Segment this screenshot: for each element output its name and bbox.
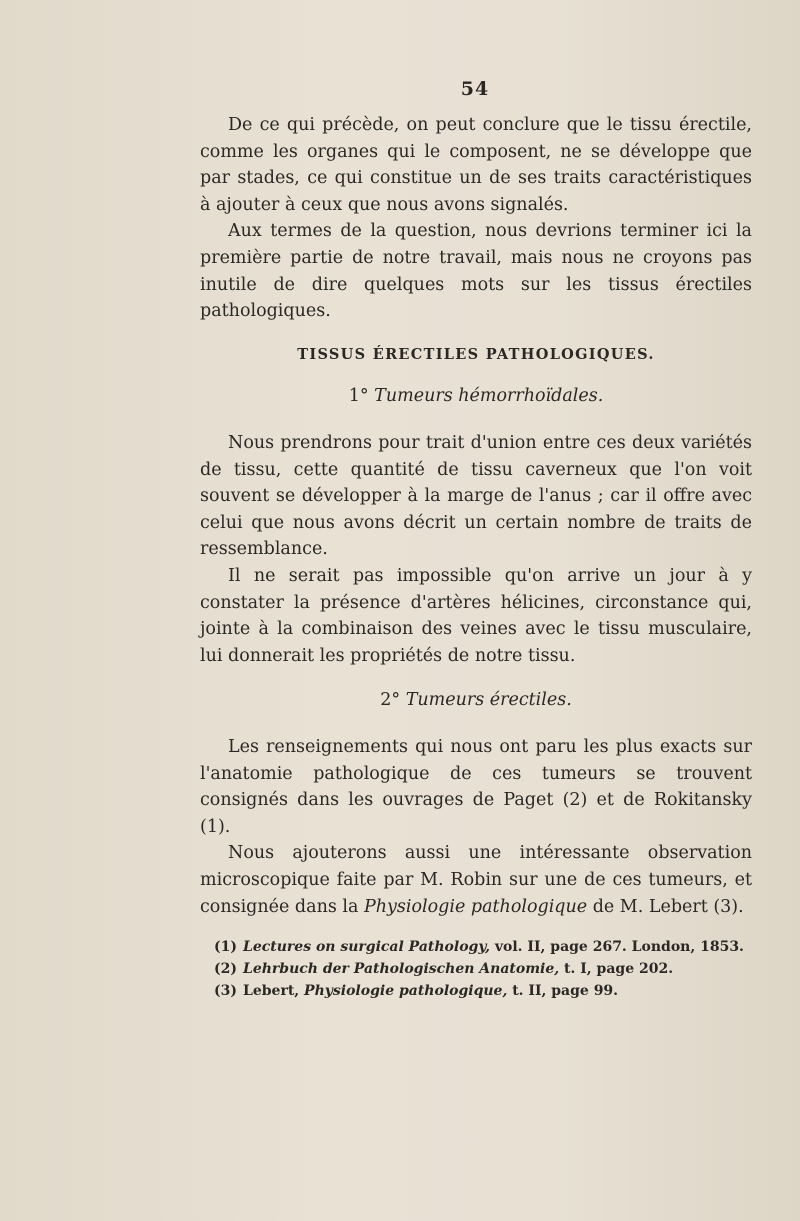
footnotes	[214, 936, 744, 1002]
subheading-erectile	[0, 690, 800, 710]
subheading-title: Tumeurs érectiles.	[405, 690, 572, 710]
subheading-number: 2°	[380, 690, 401, 710]
footnote-number: (2)	[214, 961, 237, 977]
footnote-text: vol. II, page 267. London, 1853.	[490, 939, 744, 955]
footnote-text: t. II, page 99.	[507, 983, 619, 999]
paragraph-text: Nous ajouterons aussi une intéressante observation microscopique faite par M. Robin sur une de ces tumeurs, et consignée dans la	[200, 843, 752, 917]
paragraph: Les renseignements qui nous ont paru les plus exacts sur l'anatomie pathologique de ces tumeurs se trouvent consignés dans les ouvrages de Paget (2) et de Rokitansky (1).	[200, 737, 752, 837]
footnote-number: (1)	[214, 939, 237, 955]
paragraph: Nous prendrons pour trait d'union entre ces deux variétés de tissu, cette quantité de tissu caverneux que l'on voit souvent se développer à la marge de l'anus ; car il offre avec celui que nous avons décrit un certain nombre de traits de ressemblance.	[200, 433, 752, 560]
paragraph-block-hemorrhoidal	[200, 430, 752, 669]
subheading-hemorrhoidal	[0, 386, 800, 406]
paragraph-text: de M. Lebert (3).	[587, 896, 744, 917]
page-number: 54	[460, 78, 490, 100]
footnote-text: t. I, page 202.	[559, 961, 674, 977]
paragraph: Il ne serait pas impossible qu'on arrive un jour à y constater la présence d'artères hélicines, circonstance qui, jointe à la combinaison des veines avec le tissu musculaire, lui donnerait les propriétés de notre tissu.	[200, 565, 752, 666]
paragraph-block-intro	[200, 112, 752, 325]
footnote	[214, 958, 734, 980]
footnote-title: Physiologie pathologique,	[304, 983, 508, 999]
footnote-text: Lebert,	[243, 983, 305, 999]
paragraph: Aux termes de la question, nous devrions terminer ici la première partie de notre travail, mais nous ne croyons pas inutile de dire quelques mots sur les tissus érectiles pathologiques.	[200, 221, 752, 322]
paragraph: De ce qui précède, on peut conclure que le tissu érectile, comme les organes qui le composent, ne se développe que par stades, ce qui constitue un de ses traits caractéristiques à ajouter à ceux que nous avons signalés.	[200, 115, 752, 215]
footnote-title: Lehrbuch der Pathologischen Anatomie,	[243, 961, 560, 977]
footnote	[214, 936, 744, 958]
section-heading: TISSUS ÉRECTILES PATHOLOGIQUES.	[297, 346, 655, 363]
footnote	[214, 980, 734, 1002]
paragraph	[200, 840, 752, 920]
subheading-title: Tumeurs hémorrhoïdales.	[374, 386, 604, 406]
footnote-title: Lectures on surgical Pathology,	[243, 939, 491, 955]
paragraph-block-erectile	[200, 734, 752, 920]
footnote-number: (3)	[214, 983, 237, 999]
book-title: Physiologie pathologique	[363, 896, 588, 917]
subheading-number: 1°	[348, 386, 369, 406]
